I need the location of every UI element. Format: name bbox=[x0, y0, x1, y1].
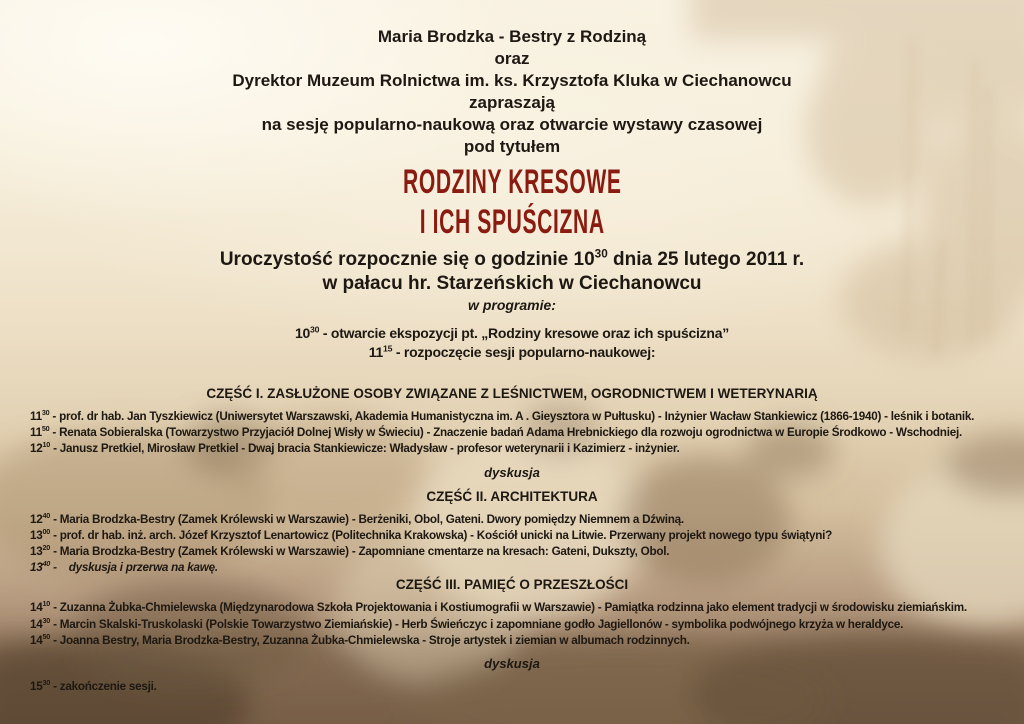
item-text: - otwarcie ekspozycji pt. „Rodziny kresowe oraz ich spuścizna” bbox=[319, 325, 730, 341]
programme-section bbox=[30, 488, 994, 577]
time-label: $14^{50}$ bbox=[30, 631, 51, 647]
time-label: $12^{40}$ bbox=[30, 510, 51, 526]
item-text: - rozpoczęcie sesji popularno-naukowej: bbox=[392, 343, 656, 360]
invitation-header bbox=[0, 0, 1024, 158]
closing-item bbox=[30, 679, 994, 695]
discussion-label: dyskusja bbox=[484, 656, 540, 672]
event-location: w pałacu hr. Starzeńskich w Ciechanowcu bbox=[322, 273, 702, 294]
discussion-label: dyskusja bbox=[484, 464, 540, 480]
item-text: - Zuzanna Żubka-Chmielewska (Międzynarodowa Szkoła Projektowania i Kostiumografii w Warszawie) - Pamiątka rodzinna jako element tradycji w środowisku ziemiańskim. bbox=[50, 601, 967, 615]
section-heading: CZĘŚĆ I. ZASŁUŻONE OSOBY ZWIĄZANE Z LEŚNICTWEM, OGRODNICTWEM I WETERYNARIĄ bbox=[206, 386, 818, 401]
programme-item bbox=[30, 617, 994, 633]
time-label: $14^{30}$ bbox=[30, 615, 51, 631]
programme-item bbox=[30, 409, 994, 425]
programme-label: w programie: bbox=[468, 297, 556, 313]
time-label: $13^{40}$ bbox=[30, 559, 51, 575]
programme-sections bbox=[0, 385, 1024, 695]
programme-item bbox=[0, 324, 1024, 343]
item-text: - prof. dr hab. Jan Tyszkiewicz (Uniwersytet Warszawski, Akademia Humanistyczna im. A . Gieysztora w Pułtusku) - Inżynier Wacław Stankiewicz (1866-1940) - leśnik i botanik. bbox=[49, 410, 975, 423]
programme-item bbox=[30, 633, 994, 649]
time-label: $10^{30}$ bbox=[294, 324, 320, 341]
programme-item bbox=[30, 528, 994, 544]
time-label: $13^{00}$ bbox=[30, 526, 51, 542]
title-line-2: I ICH SPUŚCIZNA bbox=[419, 203, 605, 241]
programme-item bbox=[30, 441, 994, 457]
conjunction-line: oraz bbox=[494, 49, 530, 68]
section-heading: CZĘŚĆ II. ARCHITEKTURA bbox=[426, 488, 598, 504]
host-line: Maria Brodzka - Bestry z Rodziną bbox=[377, 27, 647, 46]
section-heading: CZĘŚĆ III. PAMIĘĆ O PRZESZŁOŚCI bbox=[395, 577, 629, 593]
item-text: - Joanna Bestry, Maria Brodzka-Bestry, Zuzanna Żubka-Chmielewska - Stroje artystek i ziemian w albumach rodzinnych. bbox=[50, 633, 690, 647]
title-line-1: RODZINY KRESOWE bbox=[402, 163, 622, 201]
titled-line: pod tytułem bbox=[463, 137, 561, 156]
programme-item bbox=[30, 544, 994, 560]
item-text: - Maria Brodzka-Bestry (Zamek Królewski w Warszawie) - Zapomniane cmentarze na kresach: Gateni, Dukszty, Obol. bbox=[50, 545, 670, 559]
programme-section bbox=[30, 385, 994, 481]
programme-item bbox=[30, 600, 994, 616]
time-label: $13^{20}$ bbox=[30, 543, 51, 559]
programme-item bbox=[30, 560, 994, 576]
time-label: $11^{15}$ bbox=[368, 342, 393, 360]
item-text: - Maria Brodzka-Bestry (Zamek Królewski w Warszawie) - Berżeniki, Obol, Gateni. Dwory pomiędzy Niemnem a Dźwiną. bbox=[50, 512, 684, 526]
item-text: - dyskusja i przerwa na kawę. bbox=[50, 561, 218, 575]
event-description-line: na sesję popularno-naukową oraz otwarcie wystawy czasowej bbox=[261, 115, 763, 134]
museum-director-line: Dyrektor Muzeum Rolnictwa im. ks. Krzysztofa Kluka w Ciechanowcu bbox=[232, 71, 792, 90]
item-text: - prof. dr hab. inż. arch. Józef Krzysztof Lenartowicz (Politechnika Krakowska) - Kościół unicki na Litwie. Przerwany projekt nowego typu świątyni? bbox=[50, 528, 833, 542]
programme-item bbox=[30, 425, 994, 441]
start-time: $10^{30}$ bbox=[573, 247, 608, 270]
programme-intro bbox=[0, 324, 1024, 361]
time-label: $11^{50}$ bbox=[30, 424, 50, 440]
programme-item bbox=[30, 512, 994, 528]
item-text: - Janusz Pretkiel, Mirosław Pretkiel - Dwaj bracia Stankiewicze: Władysław - profesor weterynarii i Kazimierz - inżynier. bbox=[50, 442, 680, 456]
invite-verb-line: zapraszają bbox=[469, 93, 555, 112]
exhibition-title bbox=[0, 162, 1024, 242]
item-text: - zakończenie sesji. bbox=[50, 680, 157, 694]
time-label: $14^{10}$ bbox=[30, 599, 51, 615]
programme-item bbox=[0, 343, 1024, 362]
event-datetime: Uroczystość rozpocznie się o godzinie $10^{30}$ dnia 25 lutego 2011 r. bbox=[219, 247, 805, 270]
programme-section bbox=[30, 576, 994, 672]
item-text: - Renata Sobieralska (Towarzystwo Przyjaciół Dolnej Wisły w Świeciu) - Znaczenie badań Adama Hrebnickiego dla rozwoju ogrodnictwa w Europie Środkowo - Wschodniej. bbox=[49, 426, 962, 440]
time-label: $15^{30}$ bbox=[30, 678, 51, 694]
item-text: - Marcin Skalski-Truskolaski (Polskie Towarzystwo Ziemiańskie) - Herb Świeńczyc i zapomniane godło Jagiellonów - symbolika podwójnego krzyża w heraldyce. bbox=[50, 617, 904, 631]
time-label: $11^{30}$ bbox=[30, 408, 50, 423]
time-label: $12^{10}$ bbox=[30, 440, 51, 456]
